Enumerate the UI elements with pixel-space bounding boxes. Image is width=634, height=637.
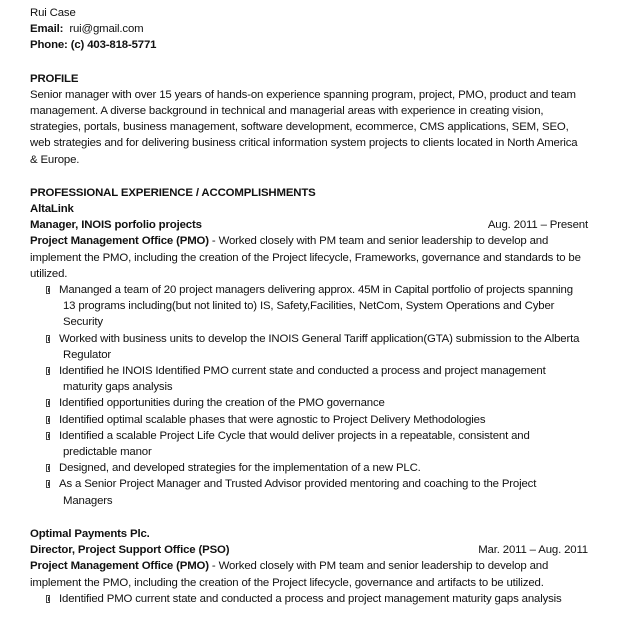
- job-title: Director, Project Support Office (PSO): [30, 544, 230, 557]
- contact-name: Rui Case: [30, 7, 76, 19]
- job-title-row: [30, 542, 588, 558]
- list-item: [30, 428, 585, 460]
- list-item-text: Identified a scalable Project Life Cycle that would deliver projects in a repeatable, consistent and predictable manor: [59, 429, 530, 459]
- bullet-icon: [46, 416, 50, 424]
- list-item-text: Identified opportunities during the creation of the PMO governance: [59, 397, 385, 410]
- bullet-icon: [46, 286, 50, 294]
- job-entry: [30, 526, 590, 607]
- bullet-icon: [46, 432, 50, 440]
- accomplishment-list: [30, 282, 590, 509]
- bullet-icon: [46, 480, 50, 488]
- list-item-text: Identified optimal scalable phases that were agnostic to Project Delivery Methodologies: [59, 413, 486, 426]
- list-item-text: Mananged a team of 20 project managers delivering approx. 45M in Capital portfolio of projects spanning 13 programs including(but not linited to) IS, Safety,Facilities, NetCom, System Operations and Cyber Security: [59, 284, 573, 329]
- list-item: [30, 591, 585, 607]
- profile-text: Senior manager with over 15 years of hands-on experience spanning program, project, PMO, product and team management. A diverse background in technical and managerial areas with experience in creating vision, strategies, portals, business management, software development, ecommerce, CMS applications, SEM, SEO, web strategies and for delivering business critical information system projects to clients located in North America & Europe.: [30, 88, 578, 166]
- job-entry: [30, 201, 590, 509]
- job-dates: Mar. 2011 – Aug. 2011: [478, 544, 588, 557]
- bullet-icon: [46, 335, 50, 343]
- list-item: [30, 282, 585, 331]
- job-summary-text: - Worked closely with PM team and senior leadership to develop and implement the PMO, including the creation of the Project lifecycle, governance and artifacts to be utilized.: [30, 560, 549, 589]
- list-item: [30, 460, 585, 476]
- job-summary: [30, 558, 585, 590]
- list-item: [30, 476, 585, 508]
- list-item: [30, 412, 585, 428]
- contact-phone: Phone: (c) 403-818-5771: [30, 39, 157, 52]
- bullet-icon: [46, 367, 50, 375]
- job-summary-label: Project Management Office (PMO): [30, 235, 209, 248]
- profile-heading: PROFILE: [30, 72, 79, 85]
- list-item-text: Identified he INOIS Identified PMO current state and conducted a process and project management maturity gaps analysis: [59, 365, 546, 394]
- job-title-row: [30, 217, 588, 233]
- list-item: [30, 331, 585, 363]
- accomplishment-list: [30, 591, 590, 607]
- company-name: Optimal Payments Plc.: [30, 527, 150, 540]
- bullet-icon: [46, 464, 50, 472]
- list-item-text: As a Senior Project Manager and Trusted Advisor provided mentoring and coaching to the Project Managers: [59, 478, 537, 507]
- email-value: rui@gmail.com: [69, 23, 144, 36]
- list-item-text: Designed, and developed strategies for the implementation of a new PLC.: [59, 462, 421, 475]
- job-summary: [30, 233, 585, 282]
- job-summary-text: - Worked closely with PM team and senior leadership to develop and implement the PMO, including the creation of the Project lifecycle, Frameworks, governance and standards to be utilized.: [30, 235, 581, 280]
- job-title: Manager, INOIS porfolio projects: [30, 219, 202, 232]
- list-item-text: Worked with business units to develop the INOIS General Tariff application(GTA) submission to the Alberta Regulator: [59, 332, 580, 361]
- job-dates: Aug. 2011 – Present: [487, 219, 588, 232]
- bullet-icon: [46, 595, 50, 603]
- company-name: AltaLink: [30, 203, 74, 216]
- contact-email: [30, 21, 590, 37]
- list-item: [30, 395, 585, 411]
- job-summary-label: Project Management Office (PMO): [30, 560, 209, 573]
- bullet-icon: [46, 399, 50, 407]
- experience-heading: PROFESSIONAL EXPERIENCE / ACCOMPLISHMENTS: [30, 186, 316, 199]
- email-label: Email:: [30, 23, 64, 36]
- list-item-text: Identified PMO current state and conducted a process and project management maturity gaps analysis: [59, 592, 562, 605]
- list-item: [30, 363, 585, 395]
